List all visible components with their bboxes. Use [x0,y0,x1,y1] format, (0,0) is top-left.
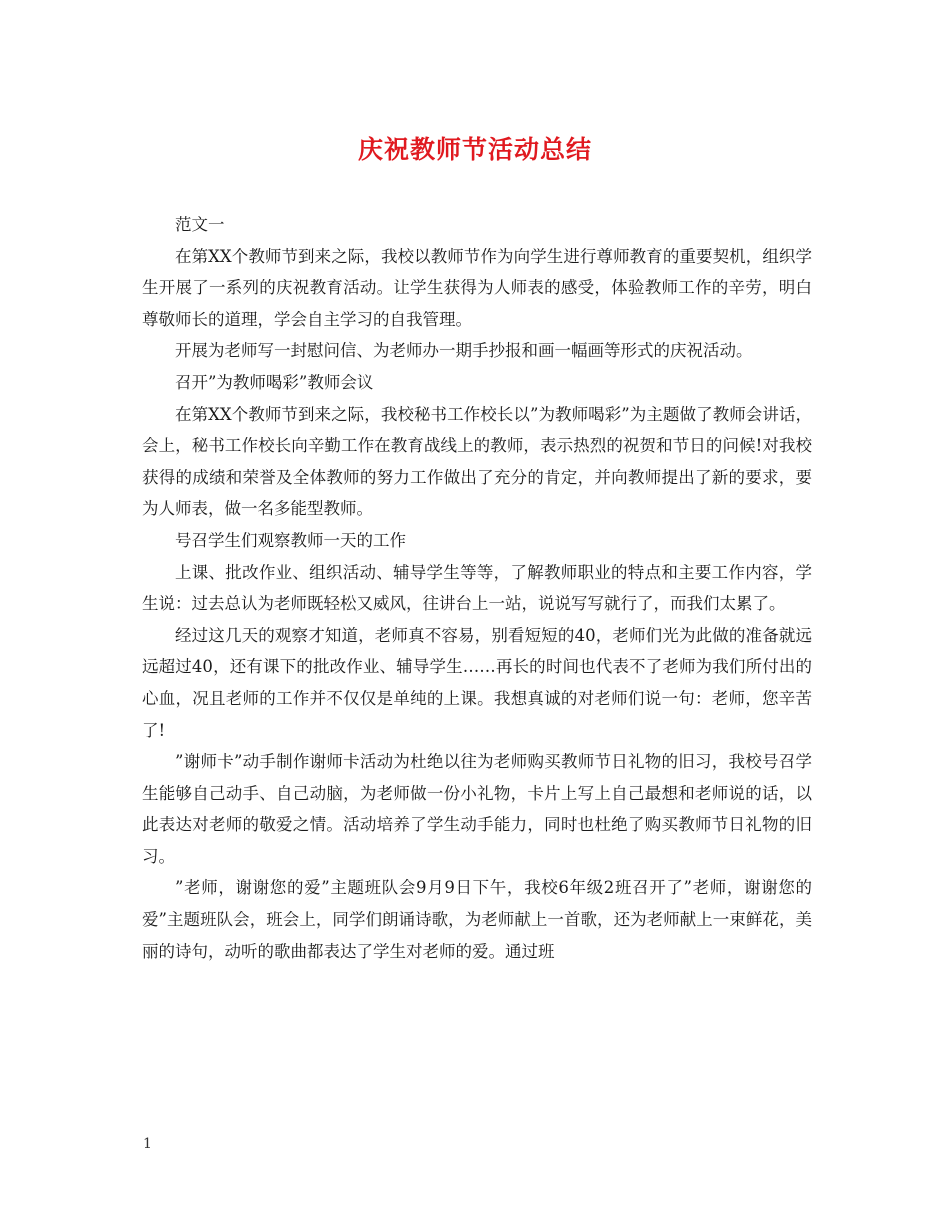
paragraph: 开展为老师写一封慰问信、为老师办一期手抄报和画一幅画等形式的庆祝活动。 [175,341,753,361]
paragraph: 在第XX个教师节到来之际，我校秘书工作校长以”为教师喝彩”为主题做了教师会讲话，会上，秘书工作校长向辛勤工作在教育战线上的教师，表示热烈的祝贺和节日的问候!对我校获得的成绩和荣誉及全体教师的努力工作做出了充分的肯定，并向教师提出了新的要求，要为人师表，做一名多能型教师。 [142,404,812,519]
paragraph: 上课、批改作业、组织活动、辅导学生等等，了解教师职业的特点和主要工作内容，学生说：过去总认为老师既轻松又威风，往讲台上一站，说说写写就行了，而我们太累了。 [142,562,812,614]
paragraph: 召开”为教师喝彩”教师会议 [175,372,374,392]
paragraph: ”老师，谢谢您的爱”主题班队会9月9日下午，我校6年级2班召开了”老师，谢谢您的爱”主题班队会，班会上，同学们朗诵诗歌，为老师献上一首歌，还为老师献上一束鲜花，美丽的诗句，动听的歌曲都表达了学生对老师的爱。通过班 [142,878,812,961]
document-title: 庆祝教师节活动总结 [357,135,592,164]
paragraph: 经过这几天的观察才知道，老师真不容易，别看短短的40，老师们光为此做的准备就远远超过40，还有课下的批改作业、辅导学生……再长的时间也代表不了老师为我们所付出的心血，况且老师的工作并不仅仅是单纯的上课。我想真诚的对老师们说一句：老师，您辛苦了! [142,625,812,740]
document-body [142,209,812,967]
page-number: 1 [143,1136,152,1152]
paragraph: ”谢师卡”动手制作谢师卡活动为杜绝以往为老师购买教师节日礼物的旧习，我校号召学生能够自己动手、自己动脑，为老师做一份小礼物，卡片上写上自己最想和老师说的话，以此表达对老师的敬爱之情。活动培养了学生动手能力，同时也杜绝了购买教师节日礼物的旧习。 [142,752,812,866]
paragraph: 在第XX个教师节到来之际，我校以教师节作为向学生进行尊师教育的重要契机，组织学生开展了一系列的庆祝教育活动。让学生获得为人师表的感受，体验教师工作的辛劳，明白尊敬师长的道理，学会自主学习的自我管理。 [142,246,812,329]
paragraph: 范文一 [175,215,225,234]
paragraph: 号召学生们观察教师一天的工作 [175,530,406,550]
